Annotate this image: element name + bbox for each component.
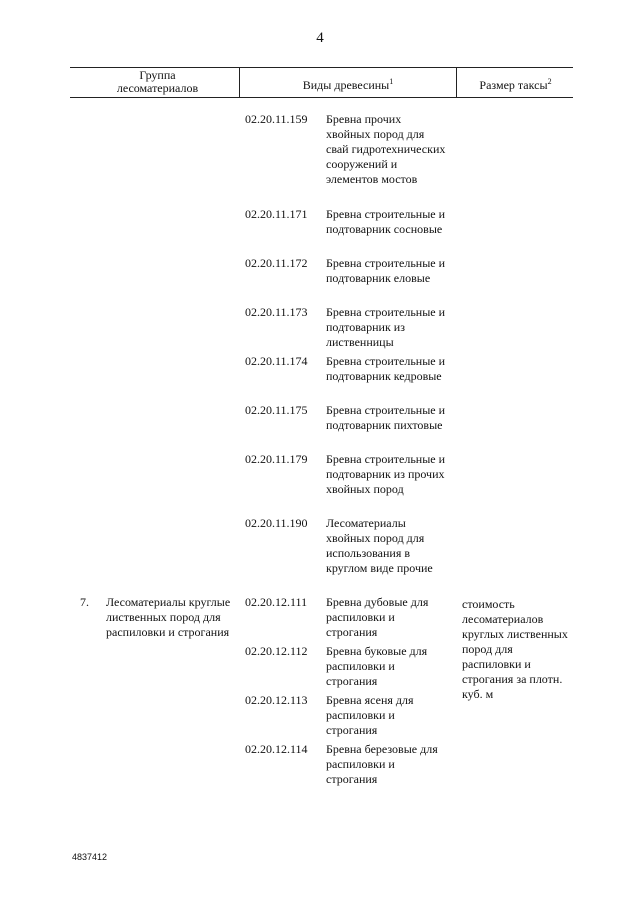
row-code: 02.20.11.173 [245, 305, 308, 319]
header-tax-size-label: Размер таксы [479, 78, 548, 92]
row-description: Бревна строительные и подтоварник сосновые [326, 207, 446, 236]
group-number: 7. [80, 595, 89, 609]
row-description: Бревна буковые для распиловки и строгания [326, 644, 428, 688]
row-code: 02.20.11.172 [245, 256, 308, 270]
row-description: Бревна строительные и подтоварник еловые [326, 256, 446, 285]
row-description: Бревна строительные и подтоварник кедровые [326, 354, 446, 383]
row-code: 02.20.12.112 [245, 644, 308, 658]
header-divider-1 [239, 67, 240, 98]
row-code: 02.20.11.175 [245, 403, 308, 417]
header-tax-size [458, 75, 573, 92]
header-divider-2 [456, 67, 457, 98]
header-group-label: Группа лесоматериалов [116, 68, 199, 95]
row-description: Бревна строительные и подтоварник из прочих хвойных пород [326, 452, 446, 496]
row-description: Бревна строительные и подтоварник из лиственницы [326, 305, 446, 349]
row-code: 02.20.11.174 [245, 354, 308, 368]
row-code: 02.20.11.159 [245, 112, 308, 126]
row-description: Лесоматериалы хвойных пород для использования в круглом виде прочие [326, 516, 433, 575]
row-code: 02.20.12.114 [245, 742, 308, 756]
page-number: 4 [316, 30, 324, 46]
row-code: 02.20.12.113 [245, 693, 308, 707]
row-description: Бревна прочих хвойных пород для свай гидротехнических сооружений и элементов мостов [326, 112, 446, 186]
header-group [100, 69, 215, 95]
header-wood-types [242, 75, 454, 92]
row-code: 02.20.11.190 [245, 516, 308, 530]
tax-size-text: стоимость лесоматериалов круглых лиственных пород для распиловки и строгания за плотн. куб. м [462, 597, 568, 701]
header-wood-types-label: Виды древесины [302, 78, 390, 92]
row-description: Бревна строительные и подтоварник пихтовые [326, 403, 446, 432]
row-code: 02.20.11.179 [245, 452, 308, 466]
header-bottom-rule [70, 97, 573, 98]
row-description: Бревна ясеня для распиловки и строгания [326, 693, 414, 737]
group-description: Лесоматериалы круглые лиственных пород для распиловки и строгания [106, 595, 231, 639]
row-description: Бревна дубовые для распиловки и строгания [326, 595, 429, 639]
header-tax-size-footnote: 2 [547, 77, 552, 86]
row-code: 02.20.11.171 [245, 207, 308, 221]
row-code: 02.20.12.111 [245, 595, 308, 609]
row-description: Бревна березовые для распиловки и строгания [326, 742, 438, 786]
document-id: 4837412 [72, 852, 108, 862]
header-wood-types-footnote: 1 [389, 77, 394, 86]
